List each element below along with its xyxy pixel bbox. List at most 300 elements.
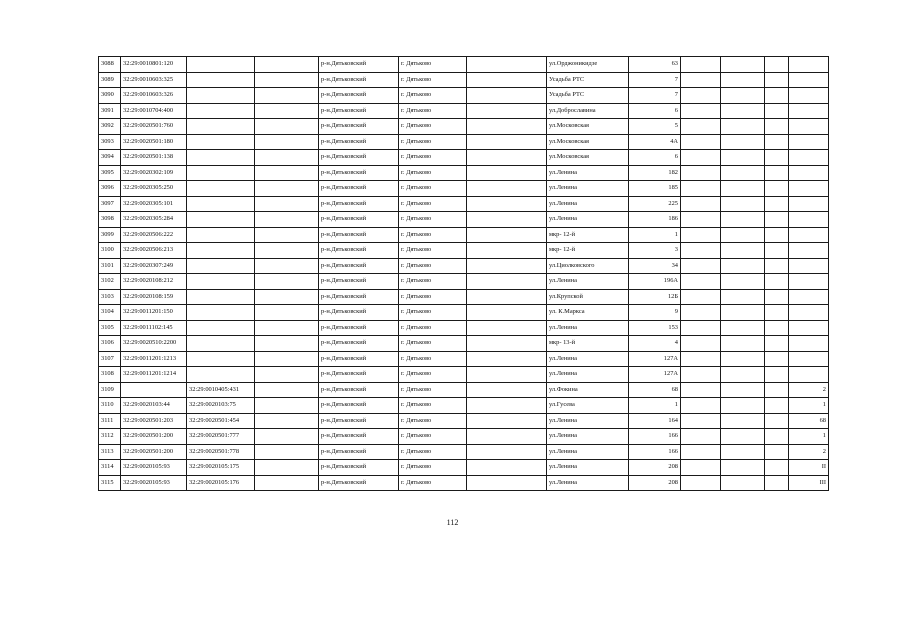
empty-cell	[765, 429, 789, 445]
row-number-cell: 3105	[99, 320, 121, 336]
cadastral-number-cell: 32:29:0011201:1213	[121, 351, 187, 367]
street-cell: Усадьба РТС	[547, 88, 629, 104]
cadastral-number-cell: 32:29:0020501:180	[121, 134, 187, 150]
street-cell: ул.Гусева	[547, 398, 629, 414]
room-cadastral-number-cell	[187, 150, 255, 166]
empty-cell	[721, 289, 765, 305]
room-cadastral-number-cell: 32:29:0020105:176	[187, 475, 255, 491]
table-row	[99, 181, 829, 197]
house-number-cell: 153	[629, 320, 681, 336]
room-cadastral-number-cell: 32:29:0020501:454	[187, 413, 255, 429]
empty-cell	[467, 429, 547, 445]
table-row	[99, 243, 829, 259]
empty-cell	[255, 305, 319, 321]
street-cell: ул.Ленина	[547, 165, 629, 181]
cadastral-number-cell: 32:29:0011102:145	[121, 320, 187, 336]
apartment-number-cell	[789, 243, 829, 259]
row-number-cell: 3088	[99, 57, 121, 73]
empty-cell	[681, 320, 721, 336]
apartment-number-cell	[789, 212, 829, 228]
row-number-cell: 3101	[99, 258, 121, 274]
empty-cell	[255, 460, 319, 476]
empty-cell	[721, 305, 765, 321]
empty-cell	[721, 72, 765, 88]
cadastral-number-cell: 32:29:0020501:200	[121, 444, 187, 460]
table-row	[99, 88, 829, 104]
row-number-cell: 3098	[99, 212, 121, 228]
district-cell: р-н.Дятьковский	[319, 413, 399, 429]
street-cell: ул.Ленина	[547, 460, 629, 476]
apartment-number-cell	[789, 274, 829, 290]
empty-cell	[765, 351, 789, 367]
empty-cell	[721, 165, 765, 181]
empty-cell	[255, 181, 319, 197]
street-cell: ул.Ленина	[547, 444, 629, 460]
room-cadastral-number-cell	[187, 227, 255, 243]
empty-cell	[765, 289, 789, 305]
apartment-number-cell	[789, 119, 829, 135]
page-number: 112	[446, 518, 459, 527]
district-cell: р-н.Дятьковский	[319, 336, 399, 352]
empty-cell	[765, 227, 789, 243]
house-number-cell: 208	[629, 460, 681, 476]
apartment-number-cell: II	[789, 460, 829, 476]
empty-cell	[765, 413, 789, 429]
city-cell: г. Дятьково	[399, 336, 467, 352]
city-cell: г. Дятьково	[399, 119, 467, 135]
table-row	[99, 150, 829, 166]
room-cadastral-number-cell	[187, 289, 255, 305]
empty-cell	[255, 196, 319, 212]
empty-cell	[255, 150, 319, 166]
empty-cell	[467, 336, 547, 352]
empty-cell	[681, 150, 721, 166]
empty-cell	[681, 243, 721, 259]
apartment-number-cell	[789, 181, 829, 197]
empty-cell	[681, 103, 721, 119]
house-number-cell: 12Б	[629, 289, 681, 305]
empty-cell	[467, 289, 547, 305]
district-cell: р-н.Дятьковский	[319, 243, 399, 259]
row-number-cell: 3106	[99, 336, 121, 352]
empty-cell	[467, 119, 547, 135]
row-number-cell: 3114	[99, 460, 121, 476]
cadastral-number-cell: 32:29:0020307:249	[121, 258, 187, 274]
empty-cell	[467, 398, 547, 414]
district-cell: р-н.Дятьковский	[319, 444, 399, 460]
table-row	[99, 289, 829, 305]
empty-cell	[467, 351, 547, 367]
table-row	[99, 227, 829, 243]
apartment-number-cell	[789, 367, 829, 383]
district-cell: р-н.Дятьковский	[319, 227, 399, 243]
table-row	[99, 212, 829, 228]
street-cell: ул.Московская	[547, 134, 629, 150]
row-number-cell: 3104	[99, 305, 121, 321]
empty-cell	[467, 475, 547, 491]
street-cell: ул.Фокина	[547, 382, 629, 398]
table-row	[99, 274, 829, 290]
house-number-cell: 4А	[629, 134, 681, 150]
cadastral-number-cell: 32:29:0020501:203	[121, 413, 187, 429]
city-cell: г. Дятьково	[399, 88, 467, 104]
empty-cell	[255, 289, 319, 305]
city-cell: г. Дятьково	[399, 227, 467, 243]
house-number-cell: 1	[629, 398, 681, 414]
empty-cell	[467, 305, 547, 321]
cadastral-number-cell: 32:29:0011201:1214	[121, 367, 187, 383]
district-cell: р-н.Дятьковский	[319, 305, 399, 321]
empty-cell	[721, 150, 765, 166]
table-row	[99, 351, 829, 367]
district-cell: р-н.Дятьковский	[319, 274, 399, 290]
city-cell: г. Дятьково	[399, 243, 467, 259]
street-cell: ул.Ленина	[547, 196, 629, 212]
empty-cell	[765, 305, 789, 321]
table-row	[99, 165, 829, 181]
empty-cell	[721, 57, 765, 73]
empty-cell	[255, 382, 319, 398]
row-number-cell: 3102	[99, 274, 121, 290]
empty-cell	[721, 367, 765, 383]
apartment-number-cell	[789, 196, 829, 212]
table-row	[99, 72, 829, 88]
empty-cell	[255, 88, 319, 104]
empty-cell	[467, 382, 547, 398]
empty-cell	[721, 212, 765, 228]
empty-cell	[255, 398, 319, 414]
house-number-cell: 63	[629, 57, 681, 73]
district-cell: р-н.Дятьковский	[319, 103, 399, 119]
empty-cell	[765, 367, 789, 383]
room-cadastral-number-cell	[187, 212, 255, 228]
row-number-cell: 3107	[99, 351, 121, 367]
empty-cell	[255, 227, 319, 243]
empty-cell	[255, 243, 319, 259]
apartment-number-cell: 1	[789, 429, 829, 445]
empty-cell	[681, 212, 721, 228]
empty-cell	[467, 444, 547, 460]
empty-cell	[721, 351, 765, 367]
empty-cell	[721, 336, 765, 352]
table-row	[99, 57, 829, 73]
row-number-cell: 3090	[99, 88, 121, 104]
empty-cell	[681, 181, 721, 197]
empty-cell	[467, 57, 547, 73]
empty-cell	[681, 119, 721, 135]
district-cell: р-н.Дятьковский	[319, 57, 399, 73]
cadastral-number-cell: 32:29:0020506:222	[121, 227, 187, 243]
room-cadastral-number-cell: 32:29:0020105:175	[187, 460, 255, 476]
city-cell: г. Дятьково	[399, 305, 467, 321]
district-cell: р-н.Дятьковский	[319, 367, 399, 383]
row-number-cell: 3115	[99, 475, 121, 491]
empty-cell	[765, 274, 789, 290]
empty-cell	[721, 460, 765, 476]
house-number-cell: 186	[629, 212, 681, 228]
row-number-cell: 3091	[99, 103, 121, 119]
city-cell: г. Дятьково	[399, 413, 467, 429]
city-cell: г. Дятьково	[399, 320, 467, 336]
row-number-cell: 3111	[99, 413, 121, 429]
empty-cell	[765, 119, 789, 135]
row-number-cell: 3095	[99, 165, 121, 181]
street-cell: ул.Доброславина	[547, 103, 629, 119]
room-cadastral-number-cell: 32:29:0020103:75	[187, 398, 255, 414]
street-cell: ул.Ленина	[547, 351, 629, 367]
street-cell: мкр- 12-й	[547, 243, 629, 259]
empty-cell	[255, 475, 319, 491]
apartment-number-cell: III	[789, 475, 829, 491]
empty-cell	[681, 460, 721, 476]
street-cell: ул.Ленина	[547, 429, 629, 445]
table-row	[99, 305, 829, 321]
street-cell: мкр- 13-й	[547, 336, 629, 352]
empty-cell	[721, 181, 765, 197]
cadastral-number-cell: 32:29:0010603:326	[121, 88, 187, 104]
empty-cell	[255, 212, 319, 228]
empty-cell	[681, 367, 721, 383]
property-registry-table	[98, 56, 829, 491]
room-cadastral-number-cell	[187, 258, 255, 274]
empty-cell	[681, 382, 721, 398]
empty-cell	[681, 336, 721, 352]
empty-cell	[255, 320, 319, 336]
empty-cell	[765, 181, 789, 197]
empty-cell	[255, 413, 319, 429]
empty-cell	[467, 320, 547, 336]
empty-cell	[255, 258, 319, 274]
empty-cell	[721, 475, 765, 491]
apartment-number-cell	[789, 258, 829, 274]
cadastral-number-cell: 32:29:0010801:120	[121, 57, 187, 73]
empty-cell	[721, 88, 765, 104]
street-cell: ул.Циолковского	[547, 258, 629, 274]
room-cadastral-number-cell	[187, 196, 255, 212]
table-body	[99, 57, 829, 491]
empty-cell	[467, 165, 547, 181]
house-number-cell: 9	[629, 305, 681, 321]
street-cell: ул.Ленина	[547, 274, 629, 290]
city-cell: г. Дятьково	[399, 367, 467, 383]
row-number-cell: 3092	[99, 119, 121, 135]
empty-cell	[721, 258, 765, 274]
empty-cell	[467, 150, 547, 166]
empty-cell	[255, 72, 319, 88]
table-row	[99, 134, 829, 150]
row-number-cell: 3094	[99, 150, 121, 166]
table-row	[99, 258, 829, 274]
cadastral-number-cell: 32:29:0020501:138	[121, 150, 187, 166]
table-row	[99, 320, 829, 336]
district-cell: р-н.Дятьковский	[319, 258, 399, 274]
empty-cell	[681, 88, 721, 104]
empty-cell	[681, 134, 721, 150]
house-number-cell: 208	[629, 475, 681, 491]
cadastral-number-cell: 32:29:0020510:2200	[121, 336, 187, 352]
apartment-number-cell	[789, 227, 829, 243]
row-number-cell: 3103	[99, 289, 121, 305]
empty-cell	[467, 72, 547, 88]
empty-cell	[255, 336, 319, 352]
empty-cell	[765, 336, 789, 352]
district-cell: р-н.Дятьковский	[319, 88, 399, 104]
room-cadastral-number-cell	[187, 181, 255, 197]
room-cadastral-number-cell: 32:29:0020501:777	[187, 429, 255, 445]
city-cell: г. Дятьково	[399, 165, 467, 181]
house-number-cell: 166	[629, 444, 681, 460]
empty-cell	[721, 398, 765, 414]
district-cell: р-н.Дятьковский	[319, 72, 399, 88]
street-cell: ул.Крупской	[547, 289, 629, 305]
empty-cell	[681, 475, 721, 491]
house-number-cell: 7	[629, 72, 681, 88]
city-cell: г. Дятьково	[399, 196, 467, 212]
table-row	[99, 460, 829, 476]
apartment-number-cell	[789, 103, 829, 119]
house-number-cell: 34	[629, 258, 681, 274]
table-row	[99, 367, 829, 383]
house-number-cell: 6	[629, 103, 681, 119]
street-cell: ул.Ленина	[547, 413, 629, 429]
district-cell: р-н.Дятьковский	[319, 320, 399, 336]
city-cell: г. Дятьково	[399, 57, 467, 73]
empty-cell	[765, 382, 789, 398]
table-row	[99, 444, 829, 460]
empty-cell	[765, 57, 789, 73]
house-number-cell: 5	[629, 119, 681, 135]
cadastral-number-cell: 32:29:0020506:213	[121, 243, 187, 259]
house-number-cell: 185	[629, 181, 681, 197]
empty-cell	[255, 367, 319, 383]
row-number-cell: 3100	[99, 243, 121, 259]
empty-cell	[721, 320, 765, 336]
street-cell: ул.Ленина	[547, 367, 629, 383]
district-cell: р-н.Дятьковский	[319, 134, 399, 150]
street-cell: Усадьба РТС	[547, 72, 629, 88]
table-row	[99, 413, 829, 429]
empty-cell	[721, 103, 765, 119]
house-number-cell: 68	[629, 382, 681, 398]
cadastral-number-cell: 32:29:0020501:200	[121, 429, 187, 445]
apartment-number-cell: 68	[789, 413, 829, 429]
table-row	[99, 119, 829, 135]
city-cell: г. Дятьково	[399, 289, 467, 305]
room-cadastral-number-cell	[187, 72, 255, 88]
district-cell: р-н.Дятьковский	[319, 351, 399, 367]
room-cadastral-number-cell: 32:29:0010405:431	[187, 382, 255, 398]
empty-cell	[467, 88, 547, 104]
cadastral-number-cell: 32:29:0020305:284	[121, 212, 187, 228]
empty-cell	[467, 181, 547, 197]
empty-cell	[765, 103, 789, 119]
district-cell: р-н.Дятьковский	[319, 289, 399, 305]
empty-cell	[467, 227, 547, 243]
row-number-cell: 3113	[99, 444, 121, 460]
empty-cell	[681, 305, 721, 321]
empty-cell	[721, 119, 765, 135]
house-number-cell: 196А	[629, 274, 681, 290]
empty-cell	[721, 243, 765, 259]
apartment-number-cell	[789, 351, 829, 367]
district-cell: р-н.Дятьковский	[319, 475, 399, 491]
room-cadastral-number-cell	[187, 367, 255, 383]
city-cell: г. Дятьково	[399, 475, 467, 491]
apartment-number-cell	[789, 289, 829, 305]
empty-cell	[255, 119, 319, 135]
district-cell: р-н.Дятьковский	[319, 119, 399, 135]
room-cadastral-number-cell	[187, 119, 255, 135]
city-cell: г. Дятьково	[399, 429, 467, 445]
apartment-number-cell	[789, 150, 829, 166]
row-number-cell: 3099	[99, 227, 121, 243]
empty-cell	[721, 196, 765, 212]
house-number-cell: 6	[629, 150, 681, 166]
empty-cell	[721, 413, 765, 429]
house-number-cell: 127А	[629, 351, 681, 367]
table-row	[99, 336, 829, 352]
row-number-cell: 3108	[99, 367, 121, 383]
empty-cell	[681, 444, 721, 460]
empty-cell	[467, 413, 547, 429]
room-cadastral-number-cell	[187, 336, 255, 352]
apartment-number-cell	[789, 336, 829, 352]
empty-cell	[721, 134, 765, 150]
empty-cell	[721, 274, 765, 290]
district-cell: р-н.Дятьковский	[319, 165, 399, 181]
cadastral-number-cell	[121, 382, 187, 398]
empty-cell	[765, 212, 789, 228]
empty-cell	[765, 460, 789, 476]
empty-cell	[765, 475, 789, 491]
cadastral-number-cell: 32:29:0020302:109	[121, 165, 187, 181]
city-cell: г. Дятьково	[399, 212, 467, 228]
empty-cell	[467, 134, 547, 150]
table-row	[99, 382, 829, 398]
street-cell: ул. К.Маркса	[547, 305, 629, 321]
street-cell: ул.Московская	[547, 119, 629, 135]
room-cadastral-number-cell	[187, 351, 255, 367]
room-cadastral-number-cell: 32:29:0020501:778	[187, 444, 255, 460]
room-cadastral-number-cell	[187, 243, 255, 259]
empty-cell	[681, 258, 721, 274]
city-cell: г. Дятьково	[399, 274, 467, 290]
row-number-cell: 3112	[99, 429, 121, 445]
empty-cell	[681, 398, 721, 414]
apartment-number-cell	[789, 88, 829, 104]
street-cell: ул.Ленина	[547, 475, 629, 491]
empty-cell	[765, 398, 789, 414]
empty-cell	[467, 274, 547, 290]
empty-cell	[765, 165, 789, 181]
table-row	[99, 196, 829, 212]
empty-cell	[721, 429, 765, 445]
house-number-cell: 127А	[629, 367, 681, 383]
empty-cell	[765, 72, 789, 88]
cadastral-number-cell: 32:29:0020103:44	[121, 398, 187, 414]
empty-cell	[681, 165, 721, 181]
house-number-cell: 1	[629, 227, 681, 243]
room-cadastral-number-cell	[187, 134, 255, 150]
city-cell: г. Дятьково	[399, 134, 467, 150]
empty-cell	[681, 72, 721, 88]
empty-cell	[681, 227, 721, 243]
apartment-number-cell	[789, 165, 829, 181]
district-cell: р-н.Дятьковский	[319, 196, 399, 212]
empty-cell	[765, 134, 789, 150]
city-cell: г. Дятьково	[399, 72, 467, 88]
empty-cell	[765, 258, 789, 274]
